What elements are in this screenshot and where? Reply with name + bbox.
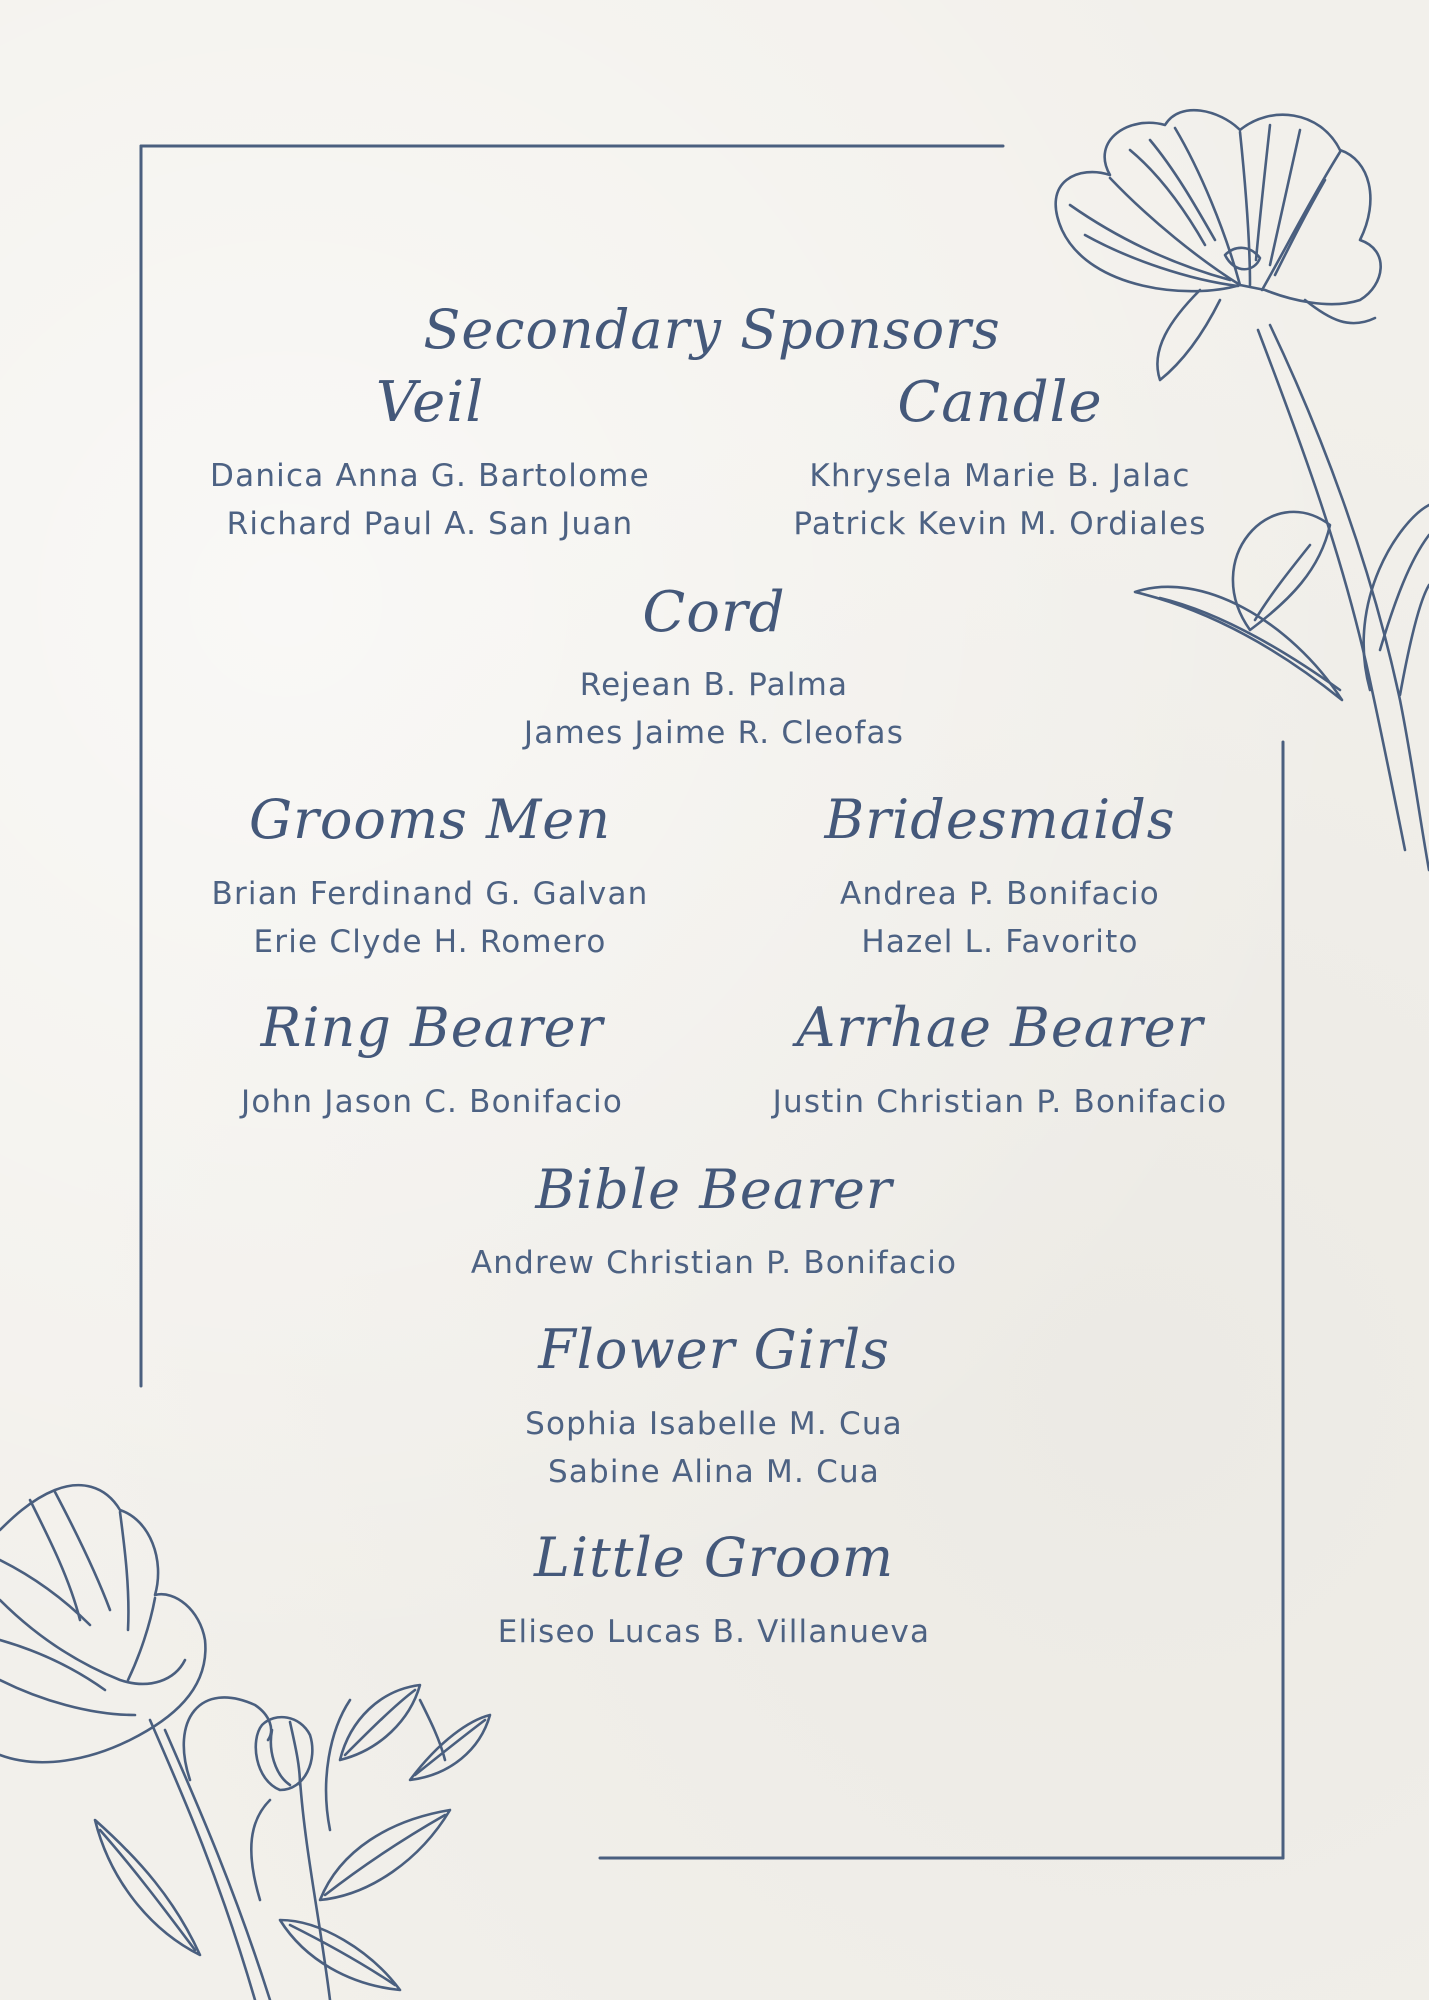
candle-name: Patrick Kevin M. Ordiales bbox=[793, 506, 1207, 542]
veil-names bbox=[210, 452, 650, 548]
cord-heading: Cord bbox=[642, 580, 786, 645]
ring-bearer-names bbox=[241, 1078, 623, 1126]
candle-heading: Candle bbox=[897, 370, 1103, 435]
veil-name: Danica Anna G. Bartolome bbox=[210, 458, 650, 494]
little-groom-name: Eliseo Lucas B. Villanueva bbox=[497, 1614, 931, 1650]
ring-bearer-name: John Jason C. Bonifacio bbox=[241, 1084, 623, 1120]
page-title: Secondary Sponsors bbox=[423, 298, 1001, 361]
groomsmen-name: Brian Ferdinand G. Galvan bbox=[211, 876, 649, 912]
bible-bearer-name: Andrew Christian P. Bonifacio bbox=[470, 1245, 958, 1281]
flower-girls-name: Sabine Alina M. Cua bbox=[547, 1454, 880, 1490]
arrhae-bearer-name: Justin Christian P. Bonifacio bbox=[772, 1084, 1228, 1120]
bible-bearer-heading: Bible Bearer bbox=[535, 1158, 893, 1221]
arrhae-bearer-names bbox=[773, 1078, 1228, 1126]
cord-names bbox=[524, 661, 904, 757]
bridesmaids-name: Hazel L. Favorito bbox=[861, 924, 1139, 960]
ring-bearer-heading: Ring Bearer bbox=[260, 996, 604, 1059]
veil-name: Richard Paul A. San Juan bbox=[226, 506, 634, 542]
veil-heading: Veil bbox=[375, 370, 485, 435]
little-groom-heading: Little Groom bbox=[533, 1526, 895, 1589]
bible-bearer-names bbox=[471, 1239, 957, 1287]
bridesmaids-heading: Bridesmaids bbox=[824, 788, 1176, 851]
flower-bottom-left-icon bbox=[0, 1485, 490, 2000]
cord-name: Rejean B. Palma bbox=[579, 667, 849, 703]
candle-name: Khrysela Marie B. Jalac bbox=[809, 458, 1191, 494]
groomsmen-name: Erie Clyde H. Romero bbox=[253, 924, 607, 960]
flower-girls-names bbox=[525, 1400, 903, 1496]
arrhae-bearer-heading: Arrhae Bearer bbox=[796, 996, 1204, 1059]
cord-name: James Jaime R. Cleofas bbox=[523, 715, 905, 751]
bridesmaids-name: Andrea P. Bonifacio bbox=[840, 876, 1160, 912]
groomsmen-heading: Grooms Men bbox=[248, 788, 612, 851]
candle-names bbox=[793, 452, 1206, 548]
groomsmen-names bbox=[212, 870, 649, 966]
bridesmaids-names bbox=[840, 870, 1160, 966]
little-groom-names bbox=[498, 1608, 931, 1656]
flower-girls-name: Sophia Isabelle M. Cua bbox=[525, 1406, 903, 1442]
flower-girls-heading: Flower Girls bbox=[538, 1318, 890, 1381]
